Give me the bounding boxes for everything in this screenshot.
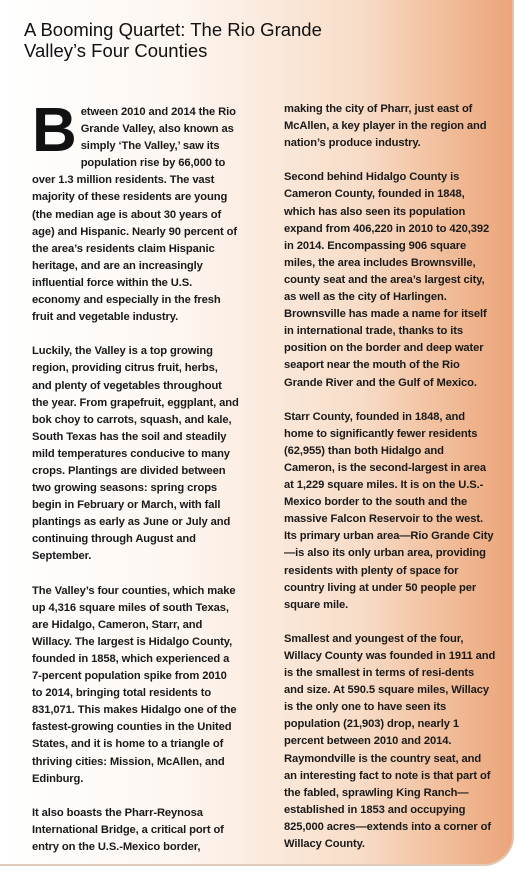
paragraph-1-text: etween 2010 and 2014 the Rio Grande Valley, also known as simply ‘The Valley,’ saw its population rise by 66,000 to over 1.3 million residents. The vast majority of these residents are young (the median age is about 30 years of age) and Hispanic. Nearly 90 percent of the area’s residents claim Hispanic heritage, and are an increasingly influential force within the U.S. economy and especially in the fresh fruit and vegetable industry.: [32, 106, 238, 324]
paragraph-6: Second behind Hidalgo County is Cameron County, founded in 1848, which has also seen its population expand from 406,220 in 2010 to 420,392 in 2014. Encompassing 906 square miles, the area includes Brownsville, county seat and the area’s largest city, as well as the city of Harlingen. Brownsville has made a name for itself in international trade, thanks to its position on the border and deep water seaport near the mouth of the Rio Grande River and the Gulf of Mexico.: [284, 171, 490, 389]
right-column: [284, 101, 496, 870]
paragraph-8: Smallest and youngest of the four, Willacy County was founded in 1911 and is the smallest in terms of resi-dents and size. At 590.5 square miles, Willacy is the only one to have seen its population (21,903) drop, nearly 1 percent between 2010 and 2014. Raymondville is the country seat, and an interesting fact to note is that part of the fabled, sprawling King Ranch—established in 1853 and occupying 825,000 acres—extends into a corner of Willacy County.: [284, 632, 496, 851]
paragraph-5: making the city of Pharr, just east of McAllen, a key player in the region and nation’s produce industry.: [284, 103, 487, 150]
paragraph-7: Starr County, founded in 1848, and home to significantly fewer residents (62,955) than both Hidalgo and Cameron, is the second-largest in area at 1,229 square miles. It is on the U.S.-Mexico border to the south and the massive Falcon Reservoir to the west. Its primary urban area—Rio Grande City—is also its only urban area, providing residents with plenty of space for country living at under 50 people per square mile.: [284, 410, 494, 611]
drop-cap: B: [32, 96, 77, 165]
paragraph-4: It also boasts the Pharr-Reynosa International Bridge, a critical port of entry on the U.S.-Mexico border,: [32, 806, 224, 854]
article-title: A Booming Quartet: The Rio Grande Valley’s Four Counties: [24, 19, 322, 61]
paragraph-3: The Valley’s four counties, which make up 4,316 square miles of south Texas, are Hidalgo, Cameron, Starr, and Willacy. The largest is Hidalgo County, founded in 1858, which experienced a 7-percent population spike from 2010 to 2014, bringing total residents to 831,071. This makes Hidalgo one of the fastest-growing counties in the United States, and it is home to a triangle of thriving cities: Mission, McAllen, and Edinburg.: [32, 584, 237, 785]
paragraph-2: Luckily, the Valley is a top growing region, providing citrus fruit, herbs, and plenty of vegetables throughout the year. From grapefruit, eggplant, and bok choy to carrots, squash, and kale, South Texas has the soil and steadily mild temperatures conducive to many crops. Plantings are divided between two growing seasons: spring crops begin in February or March, with fall plantings as early as June or July and continuing through August and September.: [32, 345, 239, 563]
paragraph-1: [32, 96, 240, 326]
left-column: [32, 96, 240, 873]
